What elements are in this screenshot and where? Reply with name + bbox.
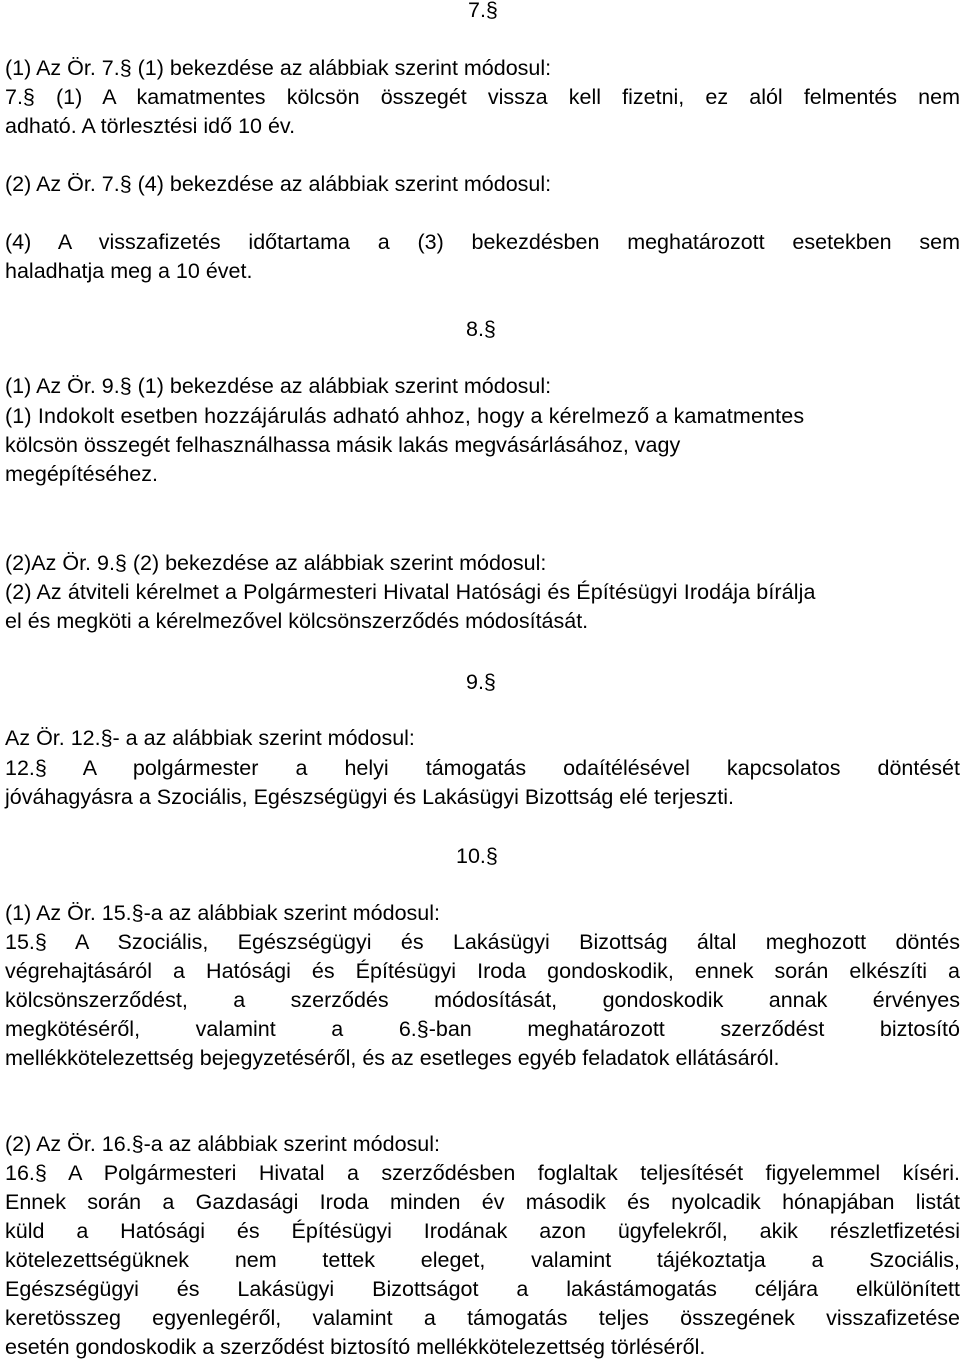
amended-text-line: (1) Indokolt esetben hozzájárulás adható ahhoz, hogy a kérelmező a kamatmentes [5,404,805,428]
amended-text-line: (2) Az átviteli kérelmet a Polgármesteri Hivatal Hatósági és Építésügyi Irodája bírálja [5,580,816,604]
amended-text-line: esetén gondoskodik a szerződést biztosító mellékkötelezettség törléséről. [5,1335,706,1359]
amended-text-line: jóváhagyásra a Szociális, Egészségügyi és Lakásügyi Bizottság elé terjeszti. [5,785,734,809]
amended-text-line: adható. A törlesztési idő 10 év. [5,114,296,138]
amended-text-line: 12.§ A polgármester a helyi támogatás odaítélésével kapcsolatos döntését [5,756,960,780]
section-heading-8: 8.§ [466,317,496,341]
amended-text-line: kölcsön összegét felhasználhassa másik lakás megvásárlásához, vagy [5,433,681,457]
amendment-intro: (1) Az Ör. 15.§-a az alábbiak szerint módosul: [5,901,440,925]
amended-text-line: (4) A visszafizetés időtartama a (3) bekezdésben meghatározott esetekben sem [5,230,960,254]
amended-text-line: mellékkötelezettség bejegyzetéséről, és az esetleges egyéb feladatok ellátásáról. [5,1046,780,1070]
amendment-intro: (2) Az Ör. 16.§-a az alábbiak szerint módosul: [5,1132,440,1156]
amended-text-line: kötelezettségüknek nem tettek eleget, valamint tájékoztatja a Szociális, [5,1248,960,1272]
amended-text-line: megépítéséhez. [5,462,158,486]
amendment-intro: (2) Az Ör. 7.§ (4) bekezdése az alábbiak szerint módosul: [5,172,552,196]
section-heading-9: 9.§ [466,670,496,694]
amended-text-line: küld a Hatósági és Építésügyi Irodának azon ügyfelekről, akik részletfizetési [5,1219,960,1243]
amended-text-line: kölcsönszerződést, a szerződés módosítását, gondoskodik annak érvényes [5,988,960,1012]
section-heading-7: 7.§ [468,0,498,22]
amended-text-line: 16.§ A Polgármesteri Hivatal a szerződésben foglaltak teljesítését figyelemmel kíséri. [5,1161,960,1185]
amended-text-line: Ennek során a Gazdasági Iroda minden év második és nyolcadik hónapjában listát [5,1190,960,1214]
amended-text-line: 15.§ A Szociális, Egészségügyi és Lakásügyi Bizottság által meghozott döntés [5,930,960,954]
amendment-intro: (2)Az Ör. 9.§ (2) bekezdése az alábbiak szerint módosul: [5,551,547,575]
amended-text-line: keretösszeg egyenlegéről, valamint a támogatás teljes összegének visszafizetése [5,1306,960,1330]
section-heading-10: 10.§ [456,844,498,868]
amended-text-line: végrehajtásáról a Hatósági és Építésügyi Iroda gondoskodik, ennek során elkészíti a [5,959,960,983]
amended-text-line: 7.§ (1) A kamatmentes kölcsön összegét vissza kell fizetni, ez alól felmentés nem [5,85,960,109]
amended-text-line: megkötéséről, valamint a 6.§-ban meghatározott szerződést biztosító [5,1017,960,1041]
amendment-intro: (1) Az Ör. 9.§ (1) bekezdése az alábbiak szerint módosul: [5,374,552,398]
amendment-intro: Az Ör. 12.§- a az alábbiak szerint módosul: [5,726,415,750]
amended-text-line: el és megköti a kérelmezővel kölcsönszerződés módosítását. [5,609,589,633]
amendment-intro: (1) Az Ör. 7.§ (1) bekezdése az alábbiak szerint módosul: [5,56,552,80]
amended-text-line: Egészségügyi és Lakásügyi Bizottságot a lakástámogatás céljára elkülönített [5,1277,960,1301]
amended-text-line: haladhatja meg a 10 évet. [5,259,253,283]
